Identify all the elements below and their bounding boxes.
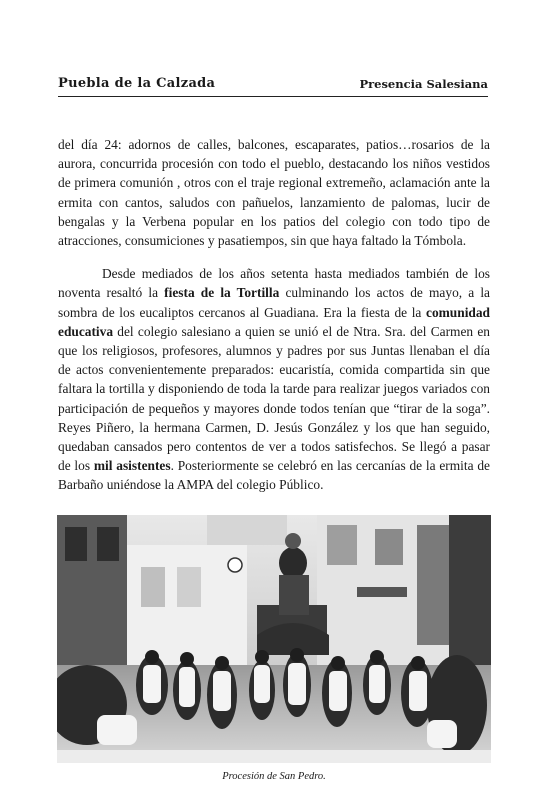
header-title-right: Presencia Salesiana [359,77,488,91]
paragraph-1: del día 24: adornos de calles, balcones, escaparates, patios…rosarios de la aurora, concurrida procesión con todo el pueblo, destacando los niños vestidos de primera comunión , otros con el traje regional extremeño, aclamación ante la ermita con cantos, saludos con pañuelos, lanzamiento de palomas, lucir de bengalas y la Verbena popular en los patios del colegio con todo tipo de atracciones, consumiciones y pasatiempos, sin que haya faltado la Tómbola. [58,137,490,249]
emphasis-mil-asistentes: mil asistentes [93,458,171,474]
paragraph-2-text-4: . Posteriormente se celebró en las cercanías de la ermita de Barbaño uniéndose la AMPA del colegio Público. [58,458,490,493]
emphasis-fiesta-tortilla: fiesta de la Tortilla [164,285,280,301]
emphasis-comunidad-educativa: comunidad educativa [58,304,490,339]
header-title-left: Puebla de la Calzada [58,76,216,91]
body-text [58,135,490,495]
paragraph-2-text-2: culminando los actos de mayo, a la sombra de los eucaliptos cercanos al Guadiana. Era la fiesta de la [58,285,490,320]
photo-caption: Procesión de San Pedro. [222,771,326,782]
paragraph-2-text-3: del colegio salesiano a quien se unió el de Ntra. Sra. del Carmen en que los religiosos, profesores, alumnos y padres por sus Juntas llenaban el día de actos convenientemente preparados: eucaristía, comida compartida sin que faltara la tortilla y disponiendo de toda la tarde para realizar juegos variados con participación de pequeños y mayores donde todos tenían que “tirar de la soga”. Reyes Piñero, la hermana Carmen, D. Jesús González y los que han seguido, quedaban cansados pero contentos de ver a todos satisfechos. Se llegó a pasar de los [58,323,490,474]
paragraph-2 [58,264,490,494]
procession-photo [57,515,491,763]
running-header [58,74,488,97]
paragraph-2-text-1: Desde mediados de los años setenta hasta mediados también de los noventa resaltó la [58,266,490,301]
photo-illustration [57,515,491,763]
